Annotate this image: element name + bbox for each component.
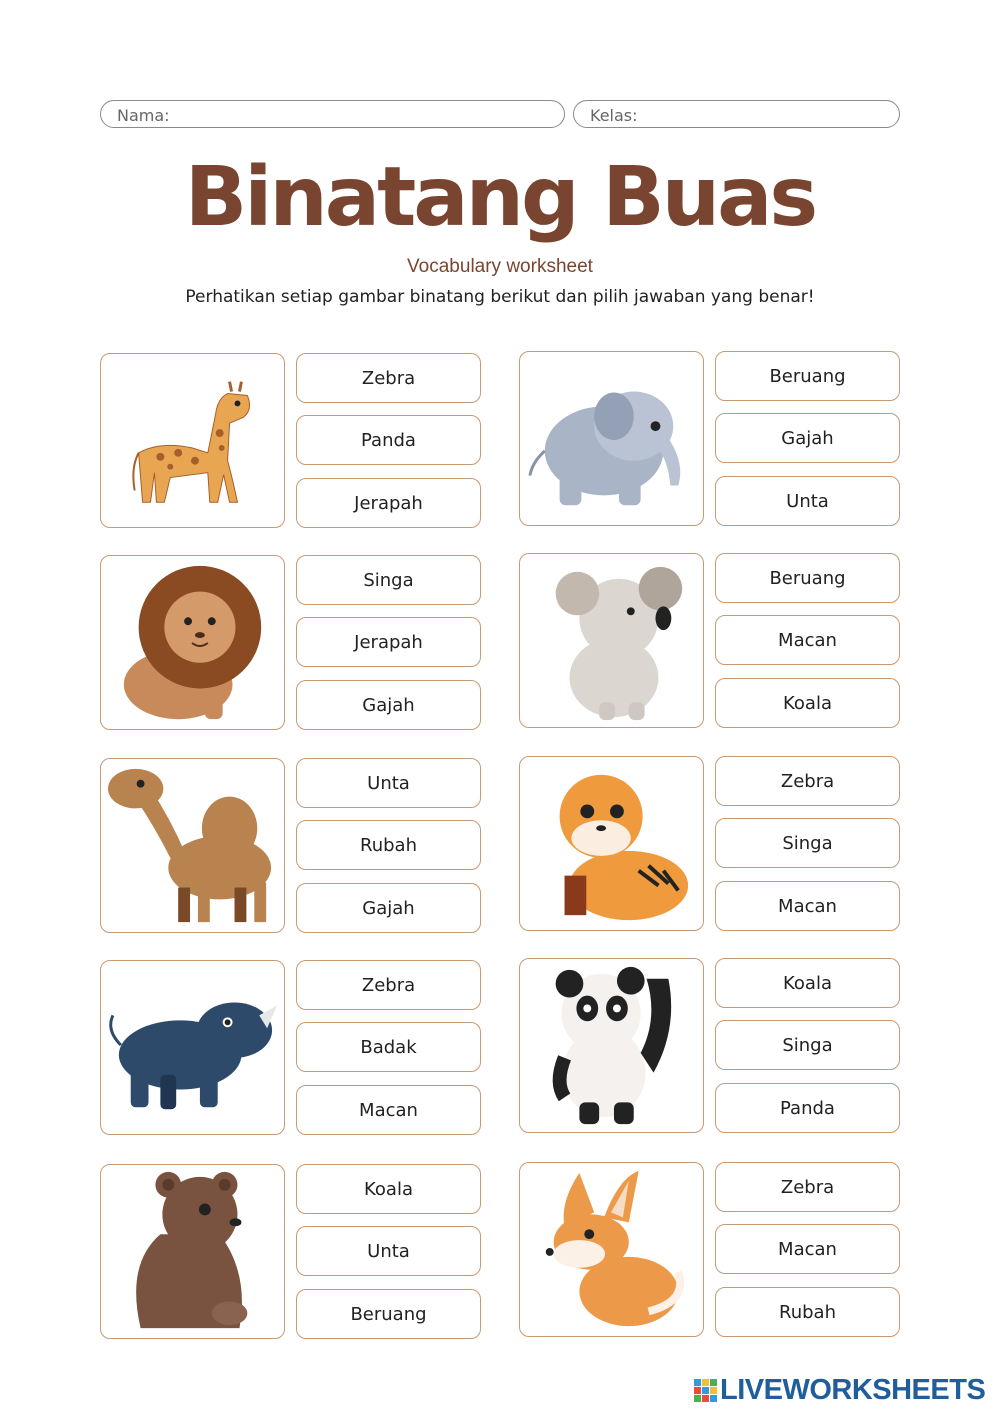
fox-image [519,1162,704,1337]
koala-image [519,553,704,728]
tiger-image [519,756,704,931]
option-button[interactable]: Gajah [715,413,900,463]
option-button[interactable]: Panda [296,415,481,465]
instruction-text: Perhatikan setiap gambar binatang berikut dan pilih jawaban yang benar! [185,287,815,307]
option-button[interactable]: Koala [296,1164,481,1214]
option-button[interactable]: Beruang [715,553,900,603]
camel-image [100,758,285,933]
logo-grid-icon [694,1379,717,1402]
option-button[interactable]: Unta [296,758,481,808]
option-button[interactable]: Rubah [296,820,481,870]
option-button[interactable]: Koala [715,678,900,728]
class-field[interactable] [573,100,900,128]
option-button[interactable]: Zebra [715,1162,900,1212]
option-button[interactable]: Macan [715,1224,900,1274]
option-button[interactable]: Zebra [296,960,481,1010]
option-button[interactable]: Beruang [715,351,900,401]
page-subtitle: Vocabulary worksheet [407,256,593,277]
option-button[interactable]: Macan [296,1085,481,1135]
giraffe-image [100,353,285,528]
option-button[interactable]: Badak [296,1022,481,1072]
page-title: Binatang Buas [184,150,816,245]
option-button[interactable]: Panda [715,1083,900,1133]
name-label: Nama: [117,106,170,125]
option-button[interactable]: Beruang [296,1289,481,1339]
option-button[interactable]: Rubah [715,1287,900,1337]
option-button[interactable]: Unta [715,476,900,526]
panda-image [519,958,704,1133]
bear-image [100,1164,285,1339]
logo-text: LIVEWORKSHEETS [720,1373,986,1406]
class-label: Kelas: [590,106,638,125]
rhino-image [100,960,285,1135]
option-button[interactable]: Koala [715,958,900,1008]
option-button[interactable]: Macan [715,615,900,665]
option-button[interactable]: Gajah [296,680,481,730]
option-button[interactable]: Jerapah [296,617,481,667]
name-field[interactable] [100,100,565,128]
option-button[interactable]: Zebra [715,756,900,806]
option-button[interactable]: Macan [715,881,900,931]
option-button[interactable]: Singa [715,818,900,868]
lion-image [100,555,285,730]
option-button[interactable]: Gajah [296,883,481,933]
option-button[interactable]: Zebra [296,353,481,403]
liveworksheets-logo [694,1374,985,1406]
option-button[interactable]: Unta [296,1226,481,1276]
option-button[interactable]: Singa [715,1020,900,1070]
elephant-image [519,351,704,526]
option-button[interactable]: Singa [296,555,481,605]
option-button[interactable]: Jerapah [296,478,481,528]
